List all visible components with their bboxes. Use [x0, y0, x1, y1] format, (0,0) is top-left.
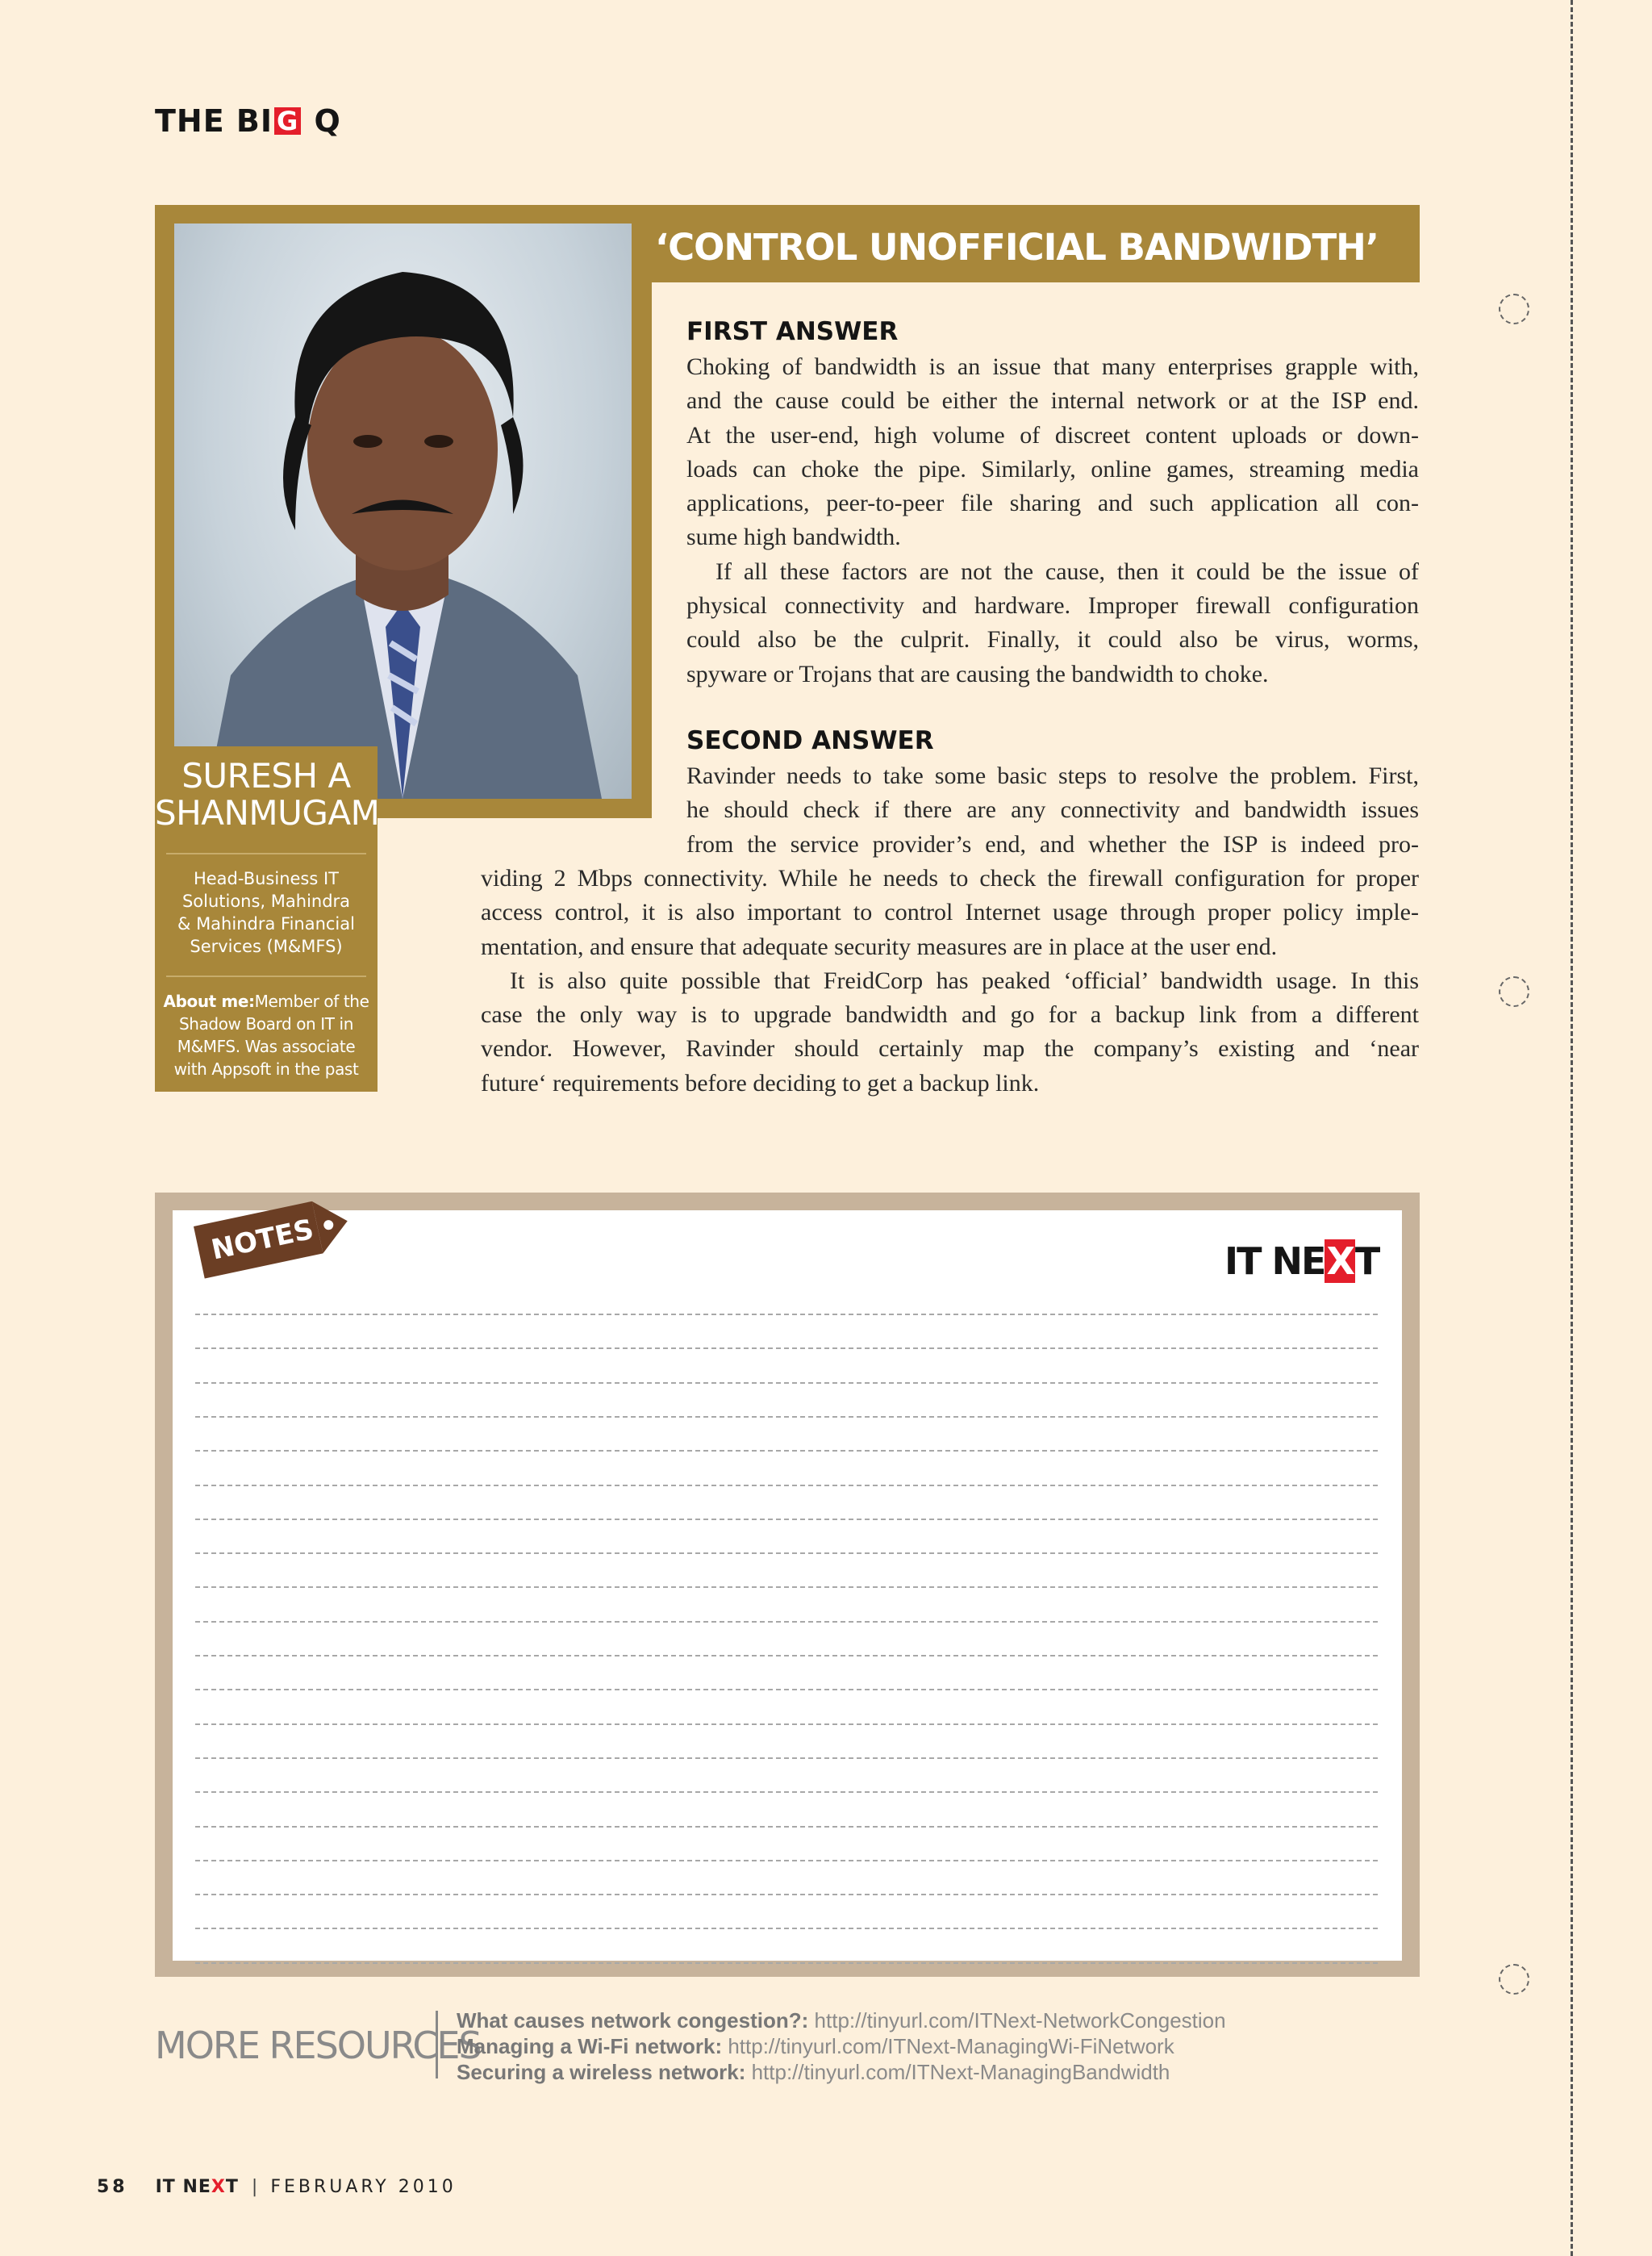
note-ruled-line [195, 1347, 1378, 1349]
note-ruled-line [195, 1586, 1378, 1588]
second-answer-text-narrow [686, 759, 1419, 862]
second-answer-text-wide [481, 862, 1419, 1101]
note-ruled-line [195, 1757, 1378, 1759]
perforation-line [1571, 0, 1573, 2256]
about-line: Shadow Board on IT in [179, 1014, 353, 1034]
more-resources-divider [436, 2011, 438, 2078]
text-line: If all these factors are not the cause, then it could be the issue of [715, 558, 1419, 585]
note-ruled-line [195, 1485, 1378, 1486]
profile-divider [166, 976, 366, 977]
text-line: vendor. However, Ravinder should certainly map the company’s existing and ‘near [481, 1035, 1419, 1063]
text-line: loads can choke the pipe. Similarly, online games, streaming media [686, 455, 1419, 483]
note-ruled-line [195, 1416, 1378, 1418]
text-line: physical connectivity and hardware. Improper firewall configuration [686, 592, 1419, 620]
profile-role-line: & Mahindra Financial [177, 914, 355, 934]
first-answer-heading: FIRST ANSWER [686, 317, 899, 346]
note-ruled-line [195, 1450, 1378, 1452]
punch-hole [1499, 1964, 1529, 1995]
section-tag [155, 103, 341, 139]
resource-link[interactable]: http://tinyurl.com/ITNext-NetworkCongestion [814, 2008, 1226, 2032]
portrait-illustration [174, 224, 632, 799]
section-tag-prefix: THE BI [155, 103, 273, 139]
resource-item [457, 2033, 1226, 2059]
resource-item [457, 2059, 1226, 2085]
article-headline: ‘CONTROL UNOFFICIAL BANDWIDTH’ [655, 226, 1379, 269]
note-ruled-line [195, 1519, 1378, 1520]
resource-label: What causes network congestion?: [457, 2008, 809, 2032]
text-line: Ravinder needs to take some basic steps to resolve the problem. First, [686, 762, 1419, 789]
text-line: he should check if there are any connectivity and bandwidth issues [686, 796, 1419, 824]
note-ruled-line [195, 1552, 1378, 1554]
resource-label: Managing a Wi-Fi network: [457, 2034, 723, 2058]
punch-hole [1499, 294, 1529, 324]
text-line: applications, peer-to-peer file sharing and such application all con- [686, 490, 1419, 517]
profile-divider [166, 853, 366, 854]
notes-box[interactable] [173, 1210, 1402, 1961]
first-answer-text [686, 350, 1419, 691]
text-line: sume high bandwidth. [686, 524, 901, 551]
profile-role-line: Solutions, Mahindra [181, 892, 351, 911]
about-line: with Appsoft in the past [173, 1059, 359, 1079]
text-line: could also be the culprit. Finally, it could also be virus, worms, [686, 626, 1419, 654]
text-line: It is also quite possible that FreidCorp has peaked ‘official’ bandwidth usage. In this [510, 967, 1419, 994]
note-ruled-line [195, 1621, 1378, 1623]
issue-date: FEBRUARY 2010 [270, 2177, 457, 2197]
notes-tag-label: NOTES [208, 1213, 317, 1267]
profile-about [155, 990, 378, 1080]
section-tag-highlight: G [274, 107, 301, 135]
resource-link[interactable]: http://tinyurl.com/ITNext-ManagingBandwidth [751, 2060, 1170, 2084]
note-ruled-line [195, 1826, 1378, 1828]
text-line: viding 2 Mbps connectivity. While he needs to check the firewall configuration for proper [481, 865, 1419, 892]
text-line: case the only way is to upgrade bandwidth and go for a backup link from a different [481, 1001, 1419, 1029]
note-ruled-line [195, 1860, 1378, 1861]
note-ruled-line [195, 1655, 1378, 1656]
more-resources-label: MORE RESOURCES [155, 2024, 481, 2067]
resource-link[interactable]: http://tinyurl.com/ITNext-ManagingWi-FiNetwork [728, 2034, 1174, 2058]
profile-role-line: Services (M&MFS) [190, 937, 343, 956]
text-line: and the cause could be either the internal network or at the ISP end. [686, 387, 1419, 415]
second-answer-heading: SECOND ANSWER [686, 726, 934, 755]
text-line: access control, it is also important to control Internet usage through proper policy imple- [481, 899, 1419, 926]
profile-name-line1: SURESH A [181, 756, 351, 796]
note-ruled-line [195, 1894, 1378, 1895]
resource-item [457, 2007, 1226, 2033]
about-label: About me: [163, 992, 255, 1011]
profile-card [155, 746, 378, 1092]
about-line: Member of the [254, 992, 369, 1011]
resource-label: Securing a wireless network: [457, 2060, 746, 2084]
note-ruled-line [195, 1962, 1378, 1964]
more-resources-list [457, 2007, 1226, 2085]
portrait-photo [174, 224, 632, 799]
text-line: Choking of bandwidth is an issue that many enterprises grapple with, [686, 353, 1419, 380]
page-footer [97, 2177, 457, 2197]
punch-hole [1499, 976, 1529, 1007]
note-ruled-line [195, 1382, 1378, 1384]
note-ruled-line [195, 1723, 1378, 1725]
footer-separator: | [251, 2177, 258, 2197]
text-line: future‘ requirements before deciding to get a backup link. [481, 1069, 1040, 1097]
note-ruled-line [195, 1314, 1378, 1315]
page-number: 58 [97, 2177, 128, 2197]
note-ruled-line [195, 1928, 1378, 1929]
profile-role-line: Head-Business IT [193, 869, 340, 888]
footer-brand: IT NEXT [155, 2177, 239, 2197]
note-ruled-line [195, 1689, 1378, 1690]
text-line: At the user-end, high volume of discreet content uploads or down- [686, 421, 1419, 449]
text-line: from the service provider’s end, and whether the ISP is indeed pro- [686, 830, 1419, 858]
about-line: M&MFS. Was associate [177, 1037, 356, 1056]
text-line: spyware or Trojans that are causing the bandwidth to choke. [686, 660, 1269, 687]
text-line: mentation, and ensure that adequate security measures are in place at the user end. [481, 933, 1278, 960]
section-tag-suffix: Q [302, 103, 341, 139]
profile-role [155, 867, 378, 958]
itnext-logo: IT NEXT [1224, 1239, 1379, 1283]
note-ruled-line [195, 1791, 1378, 1793]
profile-name-line2: SHANMUGAM [155, 793, 380, 833]
